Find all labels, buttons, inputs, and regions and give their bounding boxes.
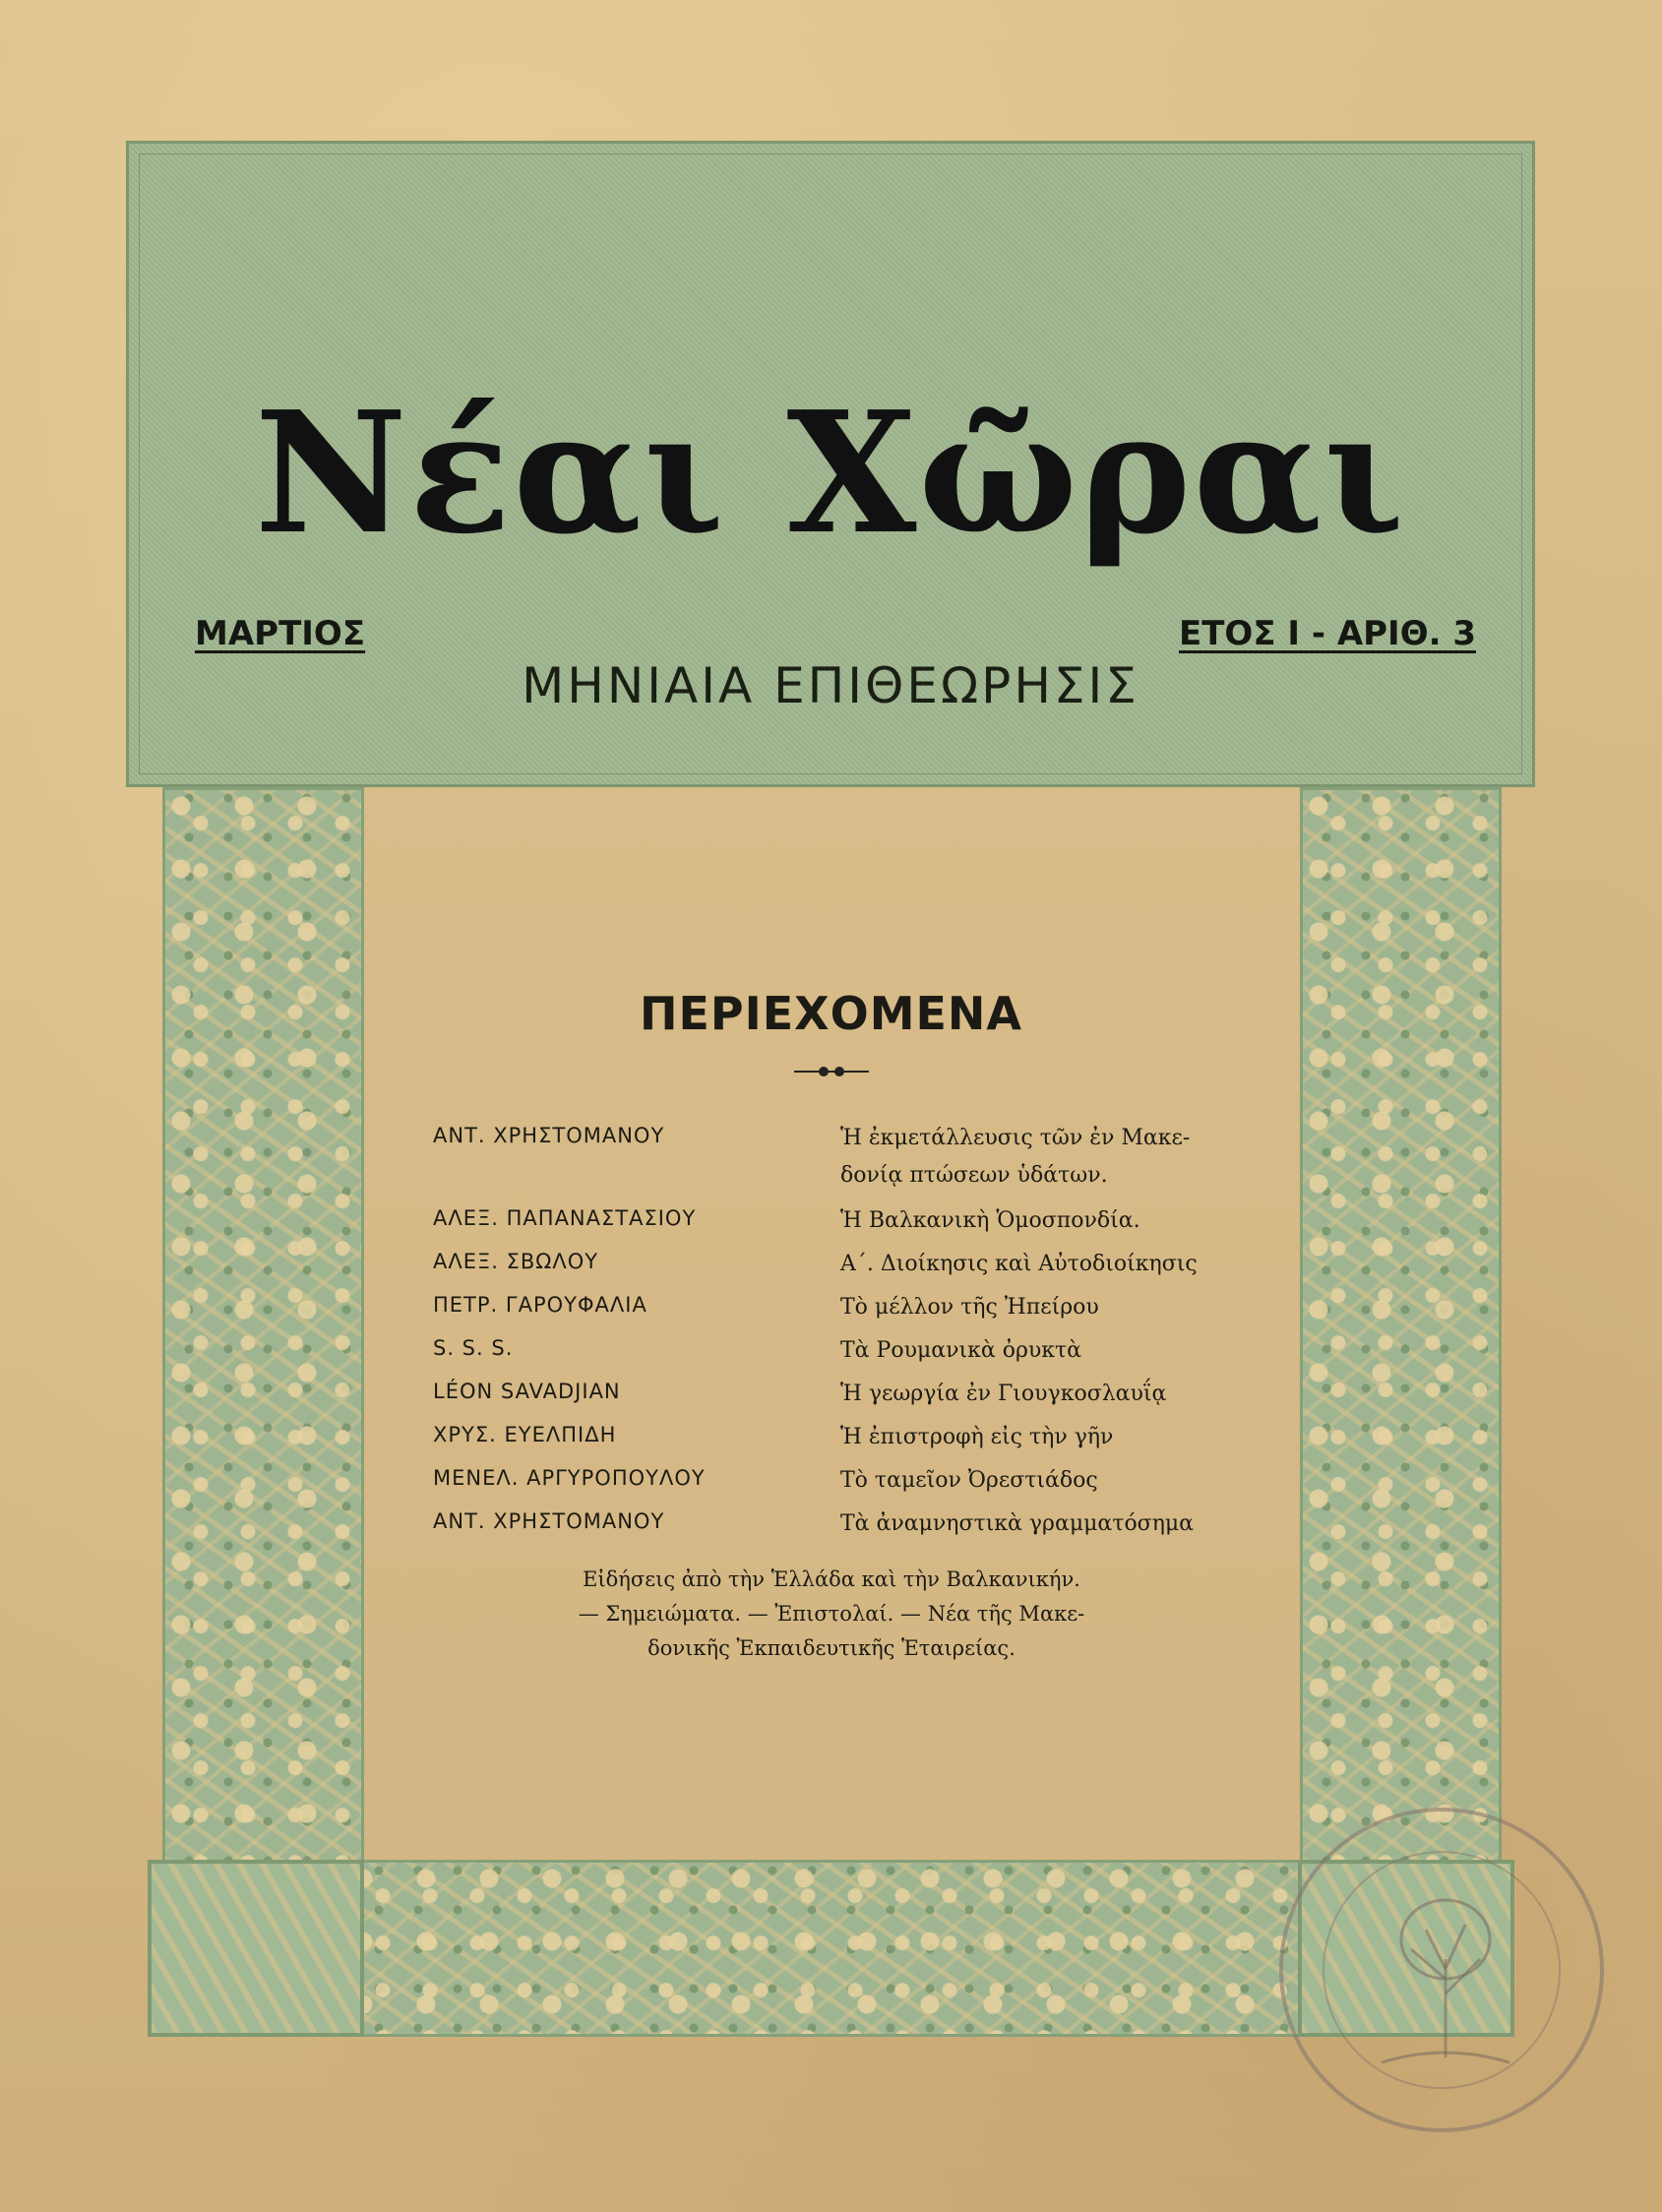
- toc-entry: [433, 1460, 1269, 1504]
- divider-ornament-icon: [794, 1066, 869, 1077]
- table-of-contents: [433, 1118, 1269, 1547]
- toc-author: LÉON SAVADJIAN: [433, 1380, 621, 1403]
- ornamental-corner-left: [148, 1860, 364, 2037]
- toc-author: ΑΛΕΞ. ΠΑΠΑΝΑΣΤΑΣΙΟΥ: [433, 1206, 697, 1230]
- toc-entry: [433, 1374, 1269, 1417]
- toc-author: S. S. S.: [433, 1336, 514, 1360]
- toc-article-line: Ἡ ἐκμετάλλευσις τῶν ἐν Μακε-: [840, 1126, 1191, 1150]
- toc-entry: [433, 1504, 1269, 1547]
- toc-author: ΑΝΤ. ΧΡΗΣΤΟΜΑΝΟΥ: [433, 1509, 665, 1533]
- toc-author: ΠΕΤΡ. ΓΑΡΟΥΦΑΛΙΑ: [433, 1293, 647, 1317]
- toc-entry: [433, 1287, 1269, 1330]
- toc-entry: [433, 1200, 1269, 1244]
- ornamental-border-left: [162, 787, 364, 1891]
- toc-entry: [433, 1330, 1269, 1374]
- toc-author: ΑΛΕΞ. ΣΒΩΛΟΥ: [433, 1250, 599, 1273]
- toc-article: Ἡ γεωργία ἐν Γιουγκοσλαυΐᾳ: [840, 1382, 1167, 1406]
- magazine-subtitle: ΜΗΝΙΑΙΑ ΕΠΙΘΕΩΡΗΣΙΣ: [522, 657, 1139, 714]
- toc-article: Τὰ Ρουμανικὰ ὀρυκτὰ: [840, 1338, 1082, 1363]
- stamp-tree-icon: [1283, 1812, 1608, 2136]
- toc-entry: [433, 1118, 1269, 1200]
- toc-article: Τὸ ταμεῖον Ὀρεστιάδος: [840, 1468, 1098, 1493]
- issue-number: ΕΤΟΣ Ι - ΑΡΙΘ. 3: [1179, 614, 1477, 653]
- toc-article: Α΄. Διοίκησις καὶ Αὐτοδιοίκησις: [840, 1252, 1198, 1276]
- masthead: [126, 141, 1535, 787]
- toc-article: Τὸ μέλλον τῆς Ἠπείρου: [840, 1295, 1099, 1320]
- toc-author: ΧΡΥΣ. ΕΥΕΛΠΙΔΗ: [433, 1423, 617, 1446]
- footnote-line: — Σημειώματα. — Ἐπιστολαί. — Νέα τῆς Μακε-: [578, 1602, 1085, 1626]
- toc-entry: [433, 1244, 1269, 1287]
- toc-article: [840, 1120, 1273, 1195]
- ornamental-border-right: [1300, 787, 1502, 1891]
- issue-month: ΜΑΡΤΙΟΣ: [195, 614, 366, 653]
- magazine-title: Νέαι Χῶραι: [254, 375, 1407, 572]
- footnote-line: δονικῆς Ἐκπαιδευτικῆς Ἑταιρείας.: [647, 1636, 1016, 1660]
- toc-article: Ἡ Βαλκανικὴ Ὁμοσπονδία.: [840, 1208, 1140, 1233]
- toc-article: Ἡ ἐπιστροφὴ εἰς τὴν γῆν: [840, 1425, 1114, 1449]
- toc-author: ΑΝΤ. ΧΡΗΣΤΟΜΑΝΟΥ: [433, 1124, 665, 1147]
- contents-heading: ΠΕΡΙΕΧΟΜΕΝΑ: [639, 987, 1023, 1040]
- toc-article: Τὰ ἀναμνηστικὰ γραμματόσημα: [840, 1511, 1195, 1536]
- news-footnote: [522, 1563, 1141, 1666]
- library-stamp: [1279, 1808, 1604, 2132]
- footnote-line: Εἰδήσεις ἀπὸ τὴν Ἑλλάδα καὶ τὴν Βαλκανικήν.: [583, 1567, 1080, 1591]
- toc-author: ΜΕΝΕΛ. ΑΡΓΥΡΟΠΟΥΛΟΥ: [433, 1466, 706, 1490]
- toc-article-line: δονίᾳ πτώσεων ὑδάτων.: [840, 1163, 1108, 1188]
- toc-entry: [433, 1417, 1269, 1460]
